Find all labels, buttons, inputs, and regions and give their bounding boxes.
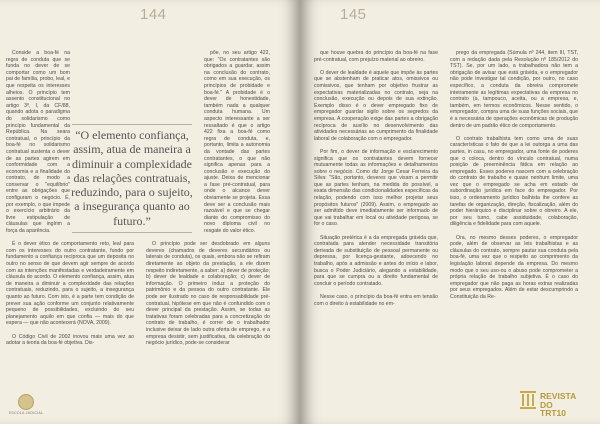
column-icon [518,389,538,411]
paragraph: O princípio pode ser desdobrado em alguns deveres (chamados de deveres secundários ou laterais de conduta), os quais, embora não se refiram diretamente ao objeto da prestação, a ele dizem respeito indiretamente, a saber: a) dever de proteção; b) dever de lealdade e colaboração; c) dever de informação. O primeiro induz a proteção do patrimônio e da pessoa do outro contratante. Ele pode ser ilustrado no caso de responsabilidade pré-contratual, hipótese em que não é confundido com o dever principal da prestação. Assim, se todas as tratativas foram celebradas para a concretização do contrato de trabalho, é correr de o trabalhador inclusive deixar de lado outra oferta de emprego, e a empresa desistir, sem justificativa, da celebração do negócio jurídico, pode-se considerar [146,241,270,347]
logo-text-line-1: REVISTA [540,391,577,401]
paragraph: prego da empregada (Súmula nº 244, item III, TST, com a redação dada pela Resolução nº 185/2012 do TST). Se, por um lado, a trabalhadora não tem a obrigação de avisar que está grávida, e o empregador não pode investigar tal condição, por outro, no caso específico, a conduta da obreira compromete inteiramente as legítimas expectativas da empresa no contrato (a, tampouco, aceita, ou a empresa, e, também, em termos econômicos. Nesse sentido, o empregador, compra uma de suas funções sociais, que é a necessária de operações econômicas de produção dentro de um padrão ético de comportamento. [450,50,578,129]
paragraph: O Código Civil de 2002 inovou mais uma vez ao adotar a teoria da boa-fé objetiva. Dis- [6,333,134,347]
right-page [300,0,600,424]
escola-judicial-logo [4,394,48,415]
logo-text-line-2: DO TRT10 [540,399,566,418]
right-page-number: 145 [340,6,367,23]
revista-trt10-logo [518,387,578,417]
seal-icon [18,394,34,410]
paragraph: Ora, no mesmo desses poderes, o empregador pode, além de observar as leis trabalhistas e as cláusulas do contrato, sempre pautar sua conduta pela boa-fé, uma vez que o respeito ao comprimento da legislação laboral depende da empresa. Do mesmo modo que o seu uso-ou o abuso pode comprometer a própria relação de trabalho subjetiva. É o caso do empregador que não paga as horas extras realizadas por seus empregados. Além de estar descumprindo a Constituição da Re- [450,234,578,300]
paragraph: O contrato trabalhista tem como uma de suas características o fato de que a lei outorga a uma das partes, in casu, no empregador, uma fonte de poderes que o coloca, dentro do vínculo contratual, numa posição de preeminência fática em relação ao empregado. Esses poderes nascem com a celebração do contrato de trabalho e quase nenhum limite, uma vez que o empregado se acha em estado de subordinação jurídica em face do empregador. Por isso, o ordenamento jurídico balhista ihe confere as tarefas de organização, direção, fiscalização, além do poder hierárquico e disciplinar sobre o obreiro. A ele, por seu turno, cabe assiduidade, colaboração, diligência e fidelidade para com aquele. [450,135,578,228]
right-column-2 [450,50,578,307]
right-column-1 [314,50,438,314]
paragraph: Situação pretérica é a da empregada grávida que, contratada para atender necessidade transitória derivada de substituição de pessoal permanente ou depressa, por licença-gestante, adoecendo no trabalho, após a admissão e antes do início e labor, busca o Poder Judiciário, alegando a estabilidade, para que se cumpra ou a direito fundamental de concluir o período contratado. [314,234,438,287]
paragraph: Conside a boa-fé na regra de conduta que se funda no dever de se comportar como um bom pai de família, probo, leal, e que respeita os interesses alheios. O princípio tem assento constitucional no artigo 3º, I, da CF/88, quando adota o paradigma do solidarismo como princípio fundamental da República. Na seara contratual, o princípio da boa-fé no solidarismo contratual sustenta o dever de as partes agirem em conformidade com a economia e a finalidade do contrato, de modo a conservar o "equilíbrio" entre as obrigações que configuram o negócio. É, por exemplo, o que impede o exercício arbitrário da livre estipulação de cláusulas que inglrim a força da aparência. [6,50,70,235]
pull-quote: “O elemento confiança, assim, atua de maneira a diminuir a complexidade das relações contratuais, reduzindo, para o sujeito, a insegurança quanto ao futuro.” [68,128,196,228]
paragraph: põe, no seu artigo 422, que: "Os contratantes são obrigados a guardar, assim na conclusão do contrato, como em sua execução, os princípios de probidade e boa-fé." A probidade é o dever de honestidade, também nada a qualquer conduta humana. Um aspecto interessante a ser ressaltado é que o artigo 422 fixa a boa-fé como regra de conduta, e, portanto, limita a autonomia da vontade das partes contratantes, o que não significa apenas para a conclusão e execução do ajuste. Deixa de mencionar a fase pré-contratual, para onde o alcance dever obviamente se projeta. Essa deve ser a conclusão mais razoável e que se chegar diante do compromisso do novo diploma civil no resgate do valor ético. [204,50,270,235]
paragraph: O dever de lealdade é aquele que impõe às partes que se abstenham de praticar atos, omissivos ou comissivos, que tenham por objetivo frustrar as expectativas materializadas no contrato, seja na conclusão, execução ou depois de sua extinção. Exemplo disso é o dever empregado fixo de empregador guardar sigilo sobre os segredos da empresa. A cooperação exige das partes a obrigação recíproca de auxílio no desenvolvimento das atividades necessárias ao cumprimento da finalidade laboral de colaboração com o empregador. [314,69,438,142]
logo-text: ESCOLA JUDICIAL [8,411,44,415]
logo-text [540,392,578,418]
paragraph: É o dever ético de comportamento reto, leal para com os interesses do outro contratante, fundo por fundamento a confiança recíproca que um deposita no outro no senso de que devem agir sempre de acordo com as intenções manifestadas e verdadeiramente em cláusula do acordo. O elemento confiança, assim, atua de maneira a diminuir a complexidade das relações contratuais, reduzindo, para o sujeito, a insegurança quanto ao futuro. Com isto, é a parte tem condição de prever sua ação conforme um conjunto relativamente pequeno de possibilidades, excluindo do seu planejamento aquilo em que confia — mais do que espera — que não acontecerá (NOVA, 2009). [6,241,134,327]
left-page-number: 144 [140,6,167,23]
paragraph: Por fim, o dever de informação e esclarecimento significa que os contratantes devem fornecer mutuamente todas as informações e detalhamentos sobre o negócio. Como diz Jorge Cesar Ferreira da Silva: "São, portanto, deveres que visam a permitir que as partes tenham, na medida do possível, a exata dimensão das condicionalidades específicas da relação, podendo com isso melhor projetar seus propósitos futuros" (2009). Assim, o empregado ao ser admitido deve imediatamente ser informado de que vai trabalhar em local ou atividade perigosa, se for o caso. [314,148,438,228]
paragraph: que houve quebra do princípio da boa-fé na fase pré-contratual, com prejuízo material ao obreiro. [314,50,438,63]
paragraph: Nesse caso, o princípio da boa-fé entra em tensão com o direito à estabilidade no em- [314,293,438,307]
